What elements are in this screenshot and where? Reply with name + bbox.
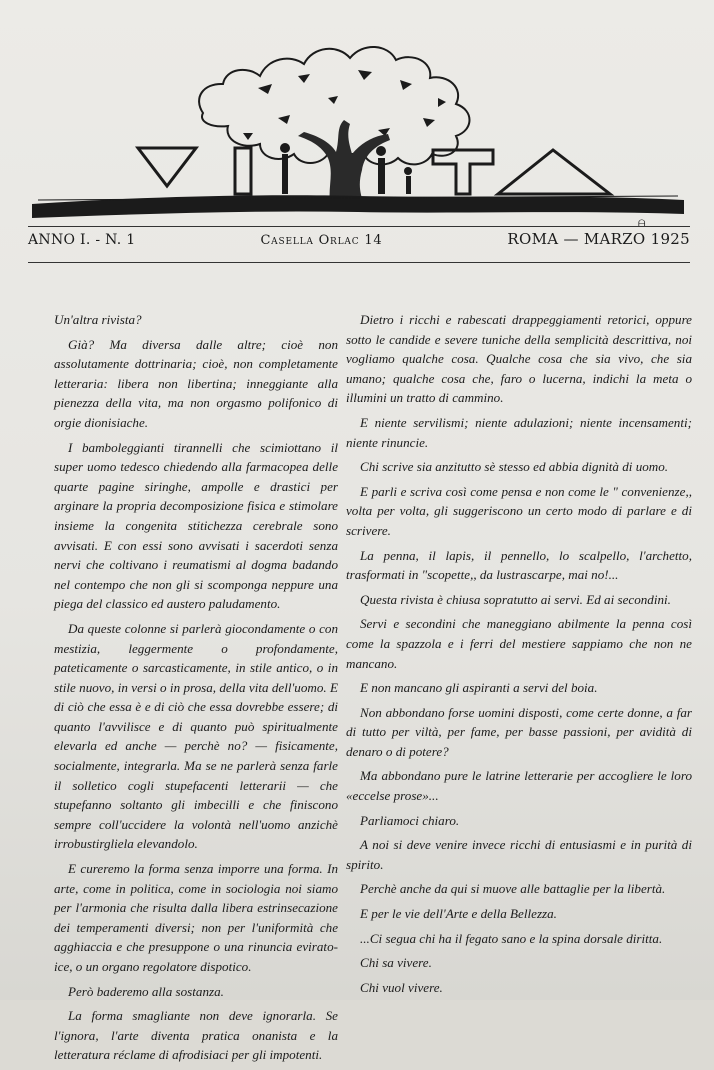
paragraph: Ma abbondano pure le latrine letterarie per accogliere le loro «eccelse prose»... bbox=[346, 768, 692, 804]
paragraph: E non mancano gli aspiranti a servi del boia. bbox=[360, 680, 598, 696]
paragraph: Perchè anche da qui si muove alle battaglie per la libertà. bbox=[360, 881, 666, 897]
paragraph: Chi vuol vivere. bbox=[360, 979, 443, 995]
paragraph: Chi sa vivere. bbox=[360, 955, 432, 971]
right-column bbox=[346, 310, 692, 1002]
paragraph: Parliamoci chiaro. bbox=[360, 812, 460, 828]
paragraph: A noi si deve venire invece ricchi di entusiasmi e in purità di spirito. bbox=[346, 837, 692, 872]
paragraph: Chi scrive sia anzitutto sè stesso ed abbia dignità di uomo. bbox=[360, 459, 669, 475]
vita-letters bbox=[138, 148, 610, 194]
paragraph: ...Ci segua chi ha il fegato sano e la spina dorsale diritta. bbox=[360, 930, 663, 946]
paragraph: Servi e secondini che maneggiano abilmente la penna così come la spazzola e i ferri del mestiere sappiamo che non ne mancano. bbox=[346, 616, 692, 671]
paragraph: E parli e scriva così come pensa e non come le " convenienze,, volta per volta, gli suggeriscono un certo modo di parlare e di scrivere. bbox=[346, 483, 692, 538]
paragraph: Però baderemo alla sostanza. bbox=[68, 983, 224, 999]
paragraph: La forma smagliante non deve ignorarla. Se l'ignora, l'arte diventa pratica onanista e la letteratura réclame di afrodisiaci per gli impotenti. bbox=[54, 1008, 338, 1063]
paragraph: E niente servilismi; niente adulazioni; niente incensamenti; niente rinuncie. bbox=[346, 414, 692, 450]
paragraph: La penna, il lapis, il pennello, lo scalpello, l'archetto, trasformati in "scopette,, da lustrascarpe, mai no!... bbox=[346, 547, 692, 583]
paragraph: Già? Ma diversa dalle altre; cioè non assolutamente dottrinaria; cioè, non completamente letteraria: libera non libertina; inneggiante alla pienezza della vita, ma non orgasmo polifonico di orgie dionisiache. bbox=[54, 336, 338, 430]
paragraph: I bamboleggianti tirannelli che scimiottano il super uomo tedesco chiedendo alla farmacopea delle quarte pagine siringhe, ampolle e drastici per arginare la propria decomposizione fisica e stimolare insieme la congenita stitichezza cerebrale sono avvisati. E con essi sono avvisati i sacerdoti senza nervi che coltivano i reumatismi al dogma badando nel contempo che non gli si scomponga neppure una piega del classico ed austero paludamento. bbox=[54, 439, 338, 612]
paragraph: Dietro i ricchi e rabescati drappeggiamenti retorici, oppure sotto le candide e severe tuniche della semplicità descrittiva, noi vogliamo qualche cosa. Qualche cosa che sia vivo, che sia umano; qualche cosa che, faro o lucerna, indichi la meta o illumini un tratto di cammino. bbox=[346, 312, 692, 406]
ground-band bbox=[32, 195, 684, 218]
paragraph: Un'altra rivista? bbox=[54, 312, 142, 327]
issue-header bbox=[28, 230, 690, 263]
paragraph: Non abbondano forse uomini disposti, come certe donne, a far di tutto per viltà, per fame, per basse passioni, per avidità di denaro o di potere? bbox=[346, 704, 692, 759]
issue-date: ROMA — MARZO 1925 bbox=[507, 230, 690, 248]
vita-masthead-illustration bbox=[28, 18, 688, 228]
artist-monogram: ᗩ bbox=[638, 219, 646, 228]
paragraph: E cureremo la forma senza imporre una forma. In arte, come in politica, come in sociologia noi siamo per l'armonia che risulta dalla libera estrinsecazione dei temperamenti diversi; non per l'uniformità che agghiaccia e che presuppone o una rinuncia eviratoice, o un organo regolatore dispotico. bbox=[54, 861, 338, 974]
paragraph: Da queste colonne si parlerà giocondamente o con mestizia, leggermente o profondamente, pateticamente o sarcasticamente, in stile antico, o in stile nuovo, in versi o in prosa, della vita dell'uomo. E di ciò che essa è e di ciò che essa dovrebbe essere; di quanto l'avvilisce e di quanto può spiritualmente elevarla ed anche — perchè no? — fisicamente, socialmente, integrarla. Ma se ne parlerà senza farle il solletico cogli stupefacenti letterarii — che stupefanno soltanto gli imbecilli e che finiscono sempre coll'uccidere la volontà nell'uomo anzichè irrobustirgliela elevandolo. bbox=[54, 620, 338, 852]
left-column bbox=[54, 310, 338, 1070]
paragraph: E per le vie dell'Arte e della Bellezza. bbox=[360, 906, 557, 922]
postal-box: Casella Orlac 14 bbox=[260, 233, 383, 248]
issue-number: ANNO I. - N. 1 bbox=[28, 232, 136, 248]
paragraph: Questa rivista è chiusa sopratutto ai servi. Ed ai secondini. bbox=[360, 591, 671, 607]
